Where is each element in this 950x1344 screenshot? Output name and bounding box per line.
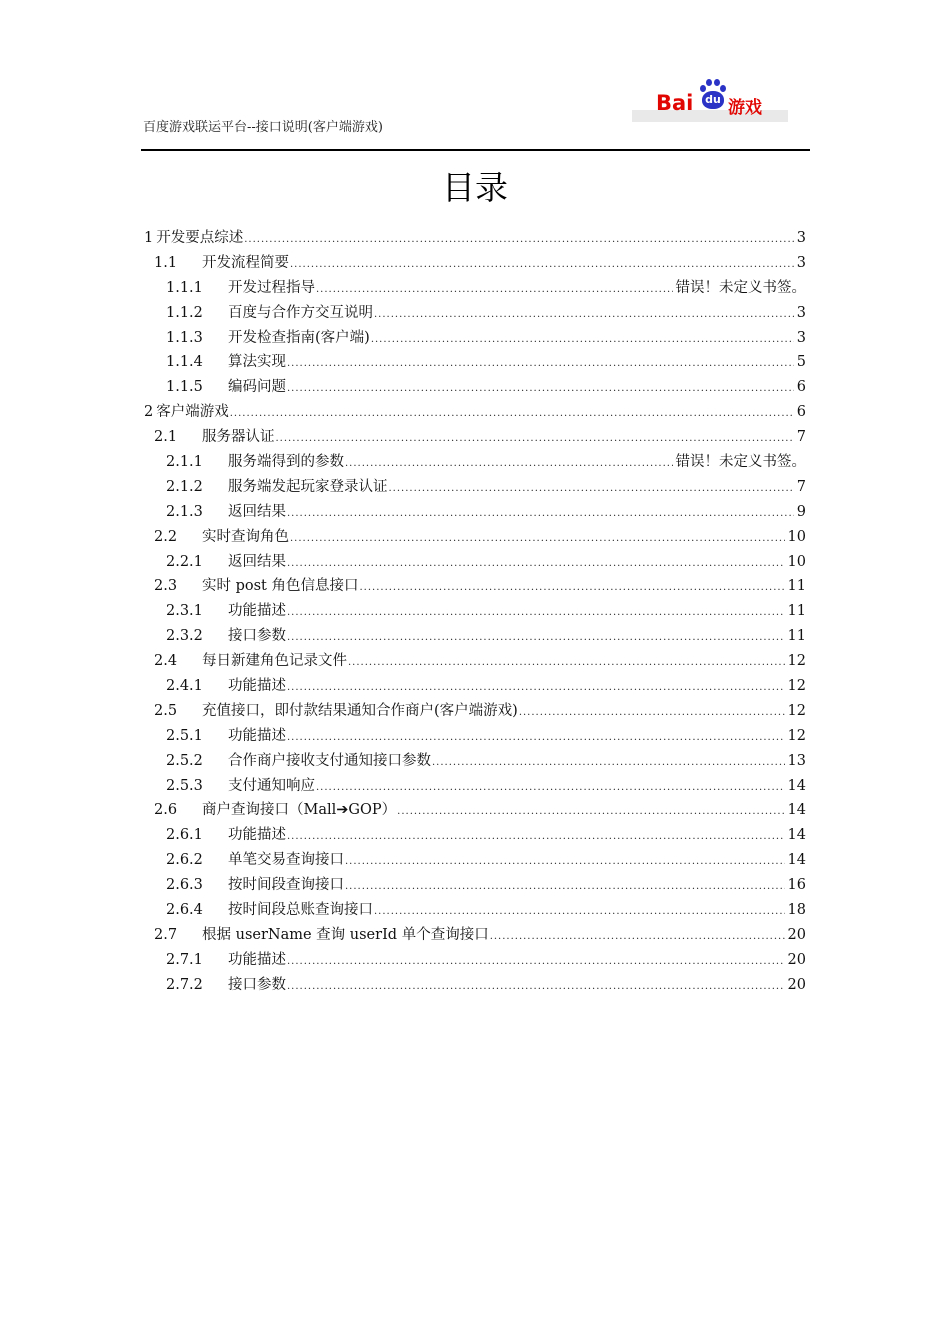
- toc-entry-page: 11: [787, 603, 806, 620]
- toc-dot-leader: [432, 751, 785, 776]
- toc-entry-title: 按时间段查询接口: [228, 877, 344, 894]
- toc-entry-title: 充值接口，即付款结果通知合作商户(客户端游戏): [202, 702, 518, 719]
- toc-entry-title: 功能描述: [228, 827, 286, 844]
- toc-entry-title: 服务器认证: [202, 429, 275, 446]
- logo-du-text: du: [702, 91, 724, 109]
- toc-entry[interactable]: [144, 873, 806, 898]
- toc-entry-page: 3: [796, 230, 806, 246]
- toc-entry-number: 2.5.3: [166, 777, 203, 794]
- toc-entry-number: 2.2: [154, 528, 178, 545]
- toc-entry-page: 3: [796, 254, 806, 271]
- toc-entry[interactable]: [144, 475, 806, 500]
- toc-entry-title: 开发流程简要: [202, 254, 289, 271]
- toc-dot-leader: [397, 800, 784, 825]
- toc-entry-number: 1.1.1: [166, 279, 203, 296]
- toc-dot-leader: [244, 228, 794, 253]
- toc-entry-number: 2.5: [154, 702, 178, 719]
- toc-entry-number: 1: [144, 230, 154, 246]
- toc-entry-title: 返回结果: [228, 503, 286, 520]
- toc-entry-number: 2.7.2: [166, 976, 203, 993]
- toc-entry-number: 2.6.1: [166, 827, 203, 844]
- toc-dot-leader: [230, 402, 794, 427]
- toc-entry-number: 2.5.1: [166, 727, 203, 744]
- toc-entry[interactable]: [144, 400, 806, 425]
- toc-entry-page: 6: [796, 379, 806, 396]
- paw-toe-3: [714, 79, 720, 86]
- toc-dot-leader: [345, 850, 785, 875]
- toc-entry-title: 算法实现: [228, 354, 286, 371]
- toc-dot-leader: [389, 477, 794, 502]
- toc-entry[interactable]: [144, 848, 806, 873]
- header-doc-title: 百度游戏联运平台--接口说明(客户端游戏): [143, 120, 383, 135]
- toc-dot-leader: [276, 427, 794, 452]
- toc-entry-page: 10: [787, 553, 806, 570]
- toc-entry[interactable]: [144, 699, 806, 724]
- toc-entry-title: 功能描述: [228, 603, 286, 620]
- toc-entry-title: 服务端发起玩家登录认证: [228, 478, 388, 495]
- toc-entry-page: 7: [796, 478, 806, 495]
- toc-entry[interactable]: [144, 350, 806, 375]
- toc-entry-title: 每日新建角色记录文件: [202, 653, 347, 670]
- toc-entry-page: 10: [787, 528, 806, 545]
- toc-entry-page: 14: [787, 802, 806, 819]
- toc-entry-page: 12: [787, 678, 806, 695]
- header-rule: [141, 149, 810, 151]
- paw-icon: [700, 79, 726, 111]
- toc-entry-page: 12: [787, 702, 806, 719]
- toc-entry[interactable]: [144, 301, 806, 326]
- toc-entry[interactable]: [144, 500, 806, 525]
- toc-entry[interactable]: [144, 649, 806, 674]
- toc-entry-page: 12: [787, 653, 806, 670]
- toc-entry[interactable]: [144, 724, 806, 749]
- toc-dot-leader: [345, 875, 785, 900]
- toc-entry-page: 11: [787, 628, 806, 645]
- toc-entry-title: 百度与合作方交互说明: [228, 304, 373, 321]
- toc-entry[interactable]: [144, 525, 806, 550]
- toc-entry-title: 功能描述: [228, 678, 286, 695]
- toc-entry-page: 9: [796, 503, 806, 520]
- toc-entry[interactable]: [144, 276, 806, 301]
- toc-dot-leader: [519, 701, 785, 726]
- toc-entry-page: 11: [787, 578, 806, 595]
- toc-entry[interactable]: [144, 251, 806, 276]
- toc-dot-leader: [287, 601, 785, 626]
- toc-entry-title: 开发过程指导: [228, 279, 315, 296]
- toc-entry[interactable]: [144, 749, 806, 774]
- toc-dot-leader: [287, 950, 785, 975]
- toc-entry-title: 功能描述: [228, 727, 286, 744]
- toc-entry-page: 7: [796, 429, 806, 446]
- toc-entry-title: 单笔交易查询接口: [228, 852, 344, 869]
- toc-dot-leader: [490, 925, 785, 950]
- toc-entry-number: 2: [144, 404, 154, 421]
- toc-entry-title: 接口参数: [228, 628, 286, 645]
- toc-entry-title: 编码问题: [228, 379, 286, 396]
- toc-entry-number: 1.1.4: [166, 354, 203, 371]
- toc-entry-number: 2.4: [154, 653, 178, 670]
- toc-dot-leader: [287, 502, 794, 527]
- page-title: 目录: [442, 168, 508, 207]
- toc-entry-page: 14: [787, 852, 806, 869]
- toc-entry-title: 合作商户接收支付通知接口参数: [228, 752, 431, 769]
- toc-entry-title: 功能描述: [228, 951, 286, 968]
- toc-dot-leader: [290, 527, 785, 552]
- toc-entry-title: 开发要点综述: [156, 230, 244, 246]
- toc-entry[interactable]: [144, 599, 806, 624]
- toc-entry-number: 1.1: [154, 254, 178, 271]
- toc-entry-number: 2.6.2: [166, 852, 203, 869]
- toc-entry-title: 客户端游戏: [156, 404, 229, 421]
- logo-bai-text: Bai: [656, 91, 694, 115]
- toc-dot-leader: [316, 776, 785, 801]
- toc-entry-number: 2.6.4: [166, 902, 203, 919]
- toc-entry-number: 2.6.3: [166, 877, 203, 894]
- toc-entry[interactable]: [144, 798, 806, 823]
- toc-entry-number: 2.3: [154, 578, 178, 595]
- toc-dot-leader: [287, 676, 785, 701]
- toc-entry-page: 20: [787, 951, 806, 968]
- toc-dot-leader: [316, 278, 673, 303]
- toc-entry[interactable]: [144, 774, 806, 799]
- toc-entry[interactable]: [144, 923, 806, 948]
- toc-entry[interactable]: [144, 326, 806, 351]
- toc-entry-page: 6: [796, 404, 806, 421]
- toc-entry-title: 商户查询接口（Mall➔GOP）: [202, 802, 397, 819]
- toc-dot-leader: [360, 576, 785, 601]
- toc-entry-page: 14: [787, 777, 806, 794]
- toc-dot-leader: [348, 651, 785, 676]
- toc-entry[interactable]: [144, 425, 806, 450]
- toc-dot-leader: [287, 726, 785, 751]
- toc-entry[interactable]: [144, 226, 806, 251]
- toc-entry[interactable]: [144, 823, 806, 848]
- table-of-contents: [144, 226, 806, 998]
- toc-dot-leader: [374, 303, 794, 328]
- toc-entry[interactable]: [144, 574, 806, 599]
- toc-dot-leader: [290, 253, 794, 278]
- toc-entry-title: 服务端得到的参数: [228, 454, 344, 471]
- toc-entry-number: 1.1.5: [166, 379, 203, 396]
- toc-dot-leader: [287, 352, 794, 377]
- toc-dot-leader: [374, 900, 785, 925]
- toc-entry-number: 2.1.1: [166, 454, 203, 471]
- toc-entry-title: 实时查询角色: [202, 528, 289, 545]
- toc-entry-number: 2.7.1: [166, 951, 203, 968]
- toc-entry[interactable]: [144, 375, 806, 400]
- paw-toe-4: [720, 85, 726, 92]
- toc-entry-number: 2.4.1: [166, 678, 203, 695]
- paw-toe-1: [700, 85, 706, 92]
- toc-dot-leader: [287, 626, 785, 651]
- toc-entry-page: 20: [787, 926, 806, 943]
- toc-entry-title: 实时 post 角色信息接口: [202, 578, 359, 595]
- toc-entry[interactable]: [144, 898, 806, 923]
- toc-entry-number: 2.5.2: [166, 752, 203, 769]
- toc-entry-number: 2.3.2: [166, 628, 203, 645]
- paw-toe-2: [706, 79, 712, 86]
- toc-entry-number: 2.1.3: [166, 503, 203, 520]
- toc-dot-leader: [287, 975, 785, 1000]
- toc-entry-number: 1.1.3: [166, 329, 203, 346]
- toc-entry-page: 18: [787, 902, 806, 919]
- toc-dot-leader: [287, 552, 785, 577]
- toc-entry-page: 14: [787, 827, 806, 844]
- toc-entry-page: 错误！未定义书签。: [675, 279, 806, 296]
- toc-dot-leader: [287, 825, 785, 850]
- toc-entry-page: 13: [787, 752, 806, 769]
- toc-entry-title: 支付通知响应: [228, 777, 315, 794]
- toc-entry[interactable]: [144, 624, 806, 649]
- toc-entry[interactable]: [144, 948, 806, 973]
- toc-entry-number: 2.7: [154, 926, 178, 943]
- toc-entry-page: 16: [787, 877, 806, 894]
- toc-entry[interactable]: [144, 450, 806, 475]
- toc-entry[interactable]: [144, 973, 806, 998]
- toc-dot-leader: [371, 328, 794, 353]
- toc-entry-page: 3: [796, 304, 806, 321]
- logo-game-text: 游戏: [728, 98, 762, 118]
- toc-entry-number: 1.1.2: [166, 304, 203, 321]
- toc-entry-title: 返回结果: [228, 553, 286, 570]
- toc-entry[interactable]: [144, 674, 806, 699]
- toc-entry-page: 错误！未定义书签。: [675, 454, 806, 471]
- toc-entry-page: 20: [787, 976, 806, 993]
- toc-entry-page: 3: [796, 329, 806, 346]
- toc-entry-title: 接口参数: [228, 976, 286, 993]
- toc-entry-number: 2.1: [154, 429, 178, 446]
- toc-entry-number: 2.2.1: [166, 553, 203, 570]
- baidu-game-logo: [632, 74, 788, 122]
- toc-entry-page: 12: [787, 727, 806, 744]
- toc-entry-title: 根据 userName 查询 userId 单个查询接口: [202, 926, 489, 943]
- toc-entry-page: 5: [796, 354, 806, 371]
- toc-entry-number: 2.3.1: [166, 603, 203, 620]
- toc-dot-leader: [287, 377, 794, 402]
- toc-entry-number: 2.1.2: [166, 478, 203, 495]
- toc-entry-title: 开发检查指南(客户端): [228, 329, 370, 346]
- toc-dot-leader: [345, 452, 673, 477]
- toc-entry-title: 按时间段总账查询接口: [228, 902, 373, 919]
- toc-entry[interactable]: [144, 550, 806, 575]
- toc-entry-number: 2.6: [154, 802, 178, 819]
